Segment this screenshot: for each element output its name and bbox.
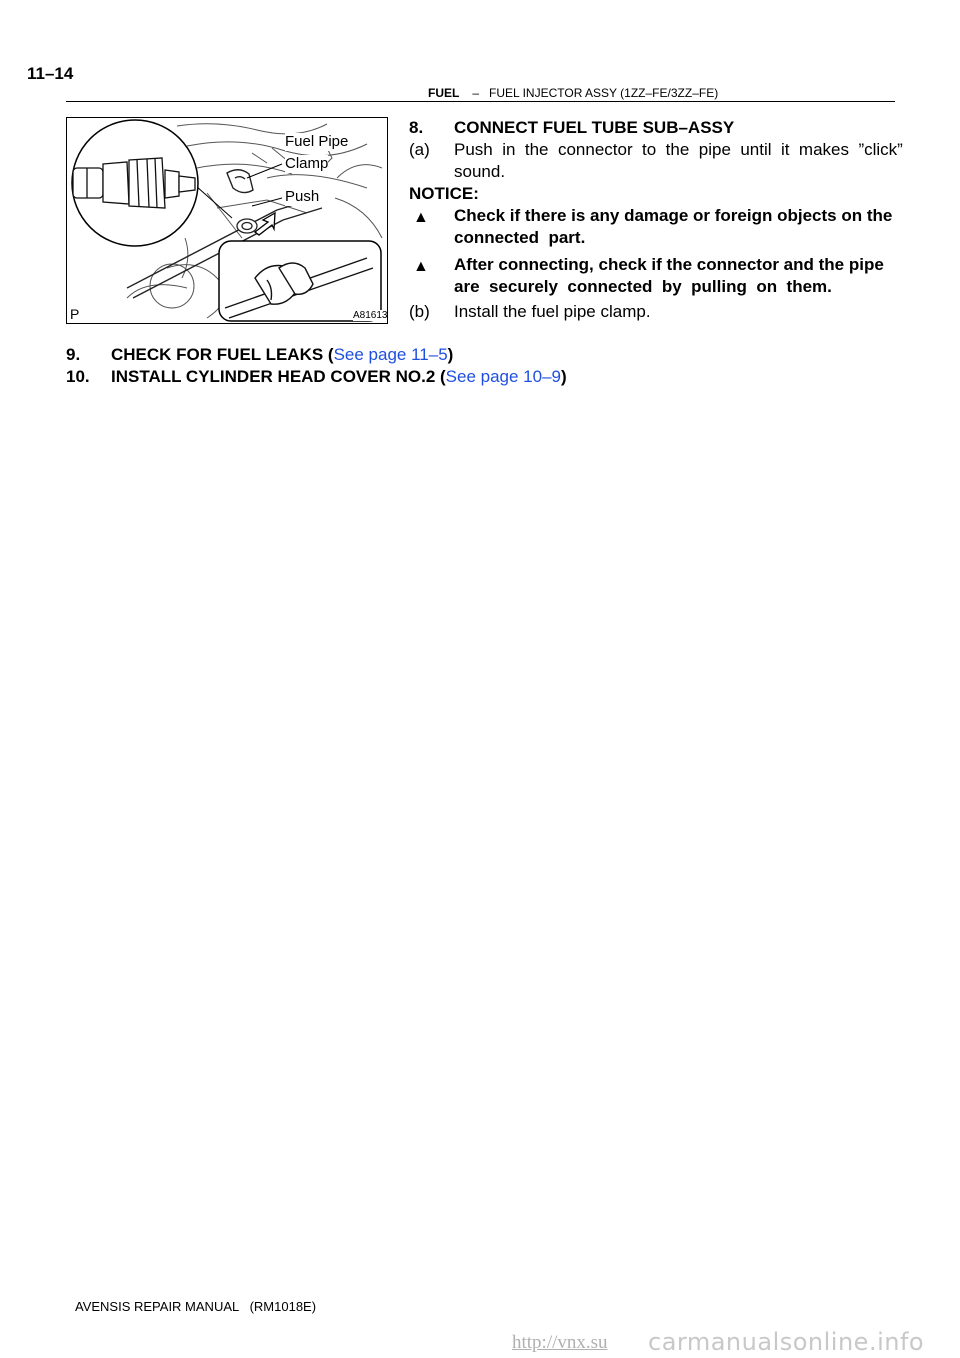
watermark-text: carmanualsonline.info bbox=[648, 1328, 925, 1356]
step-8-title: CONNECT FUEL TUBE SUB–ASSY bbox=[454, 118, 735, 137]
step-10-title: INSTALL CYLINDER HEAD COVER NO.2 ( bbox=[111, 367, 446, 386]
footer-url-link[interactable]: http://vnx.su bbox=[512, 1332, 608, 1353]
step-8b-text: Install the fuel pipe clamp. bbox=[454, 302, 651, 321]
notice-bullet-2-icon: ▲ bbox=[413, 258, 429, 275]
notice-label: NOTICE: bbox=[409, 184, 479, 203]
step-9-number: 9. bbox=[66, 345, 81, 364]
fuel-connector-illustration bbox=[66, 117, 388, 324]
header-separator: – bbox=[472, 86, 480, 100]
step-10-see-page-link[interactable]: See page 10–9 bbox=[445, 367, 562, 386]
step-9-line bbox=[111, 344, 453, 366]
header-title bbox=[428, 86, 718, 100]
step-9-close: ) bbox=[447, 345, 454, 364]
clamp-label: Clamp bbox=[285, 155, 329, 172]
footer-manual-title: AVENSIS REPAIR MANUAL (RM1018E) bbox=[75, 1299, 317, 1314]
notice-bullet-1-line2: connected part. bbox=[454, 228, 586, 247]
notice-bullet-1-line1: Check if there is any damage or foreign objects on the bbox=[454, 206, 893, 225]
header-rule bbox=[66, 101, 895, 102]
fuel-pipe-label: Fuel Pipe bbox=[285, 133, 349, 150]
header-subsection: FUEL INJECTOR ASSY (1ZZ–FE/3ZZ–FE) bbox=[489, 86, 719, 100]
step-8b-marker: (b) bbox=[409, 302, 430, 321]
step-10-line bbox=[111, 366, 567, 388]
step-8a-marker: (a) bbox=[409, 140, 430, 159]
step-8-number: 8. bbox=[409, 118, 424, 137]
step-8a-text-line2: sound. bbox=[454, 162, 506, 181]
step-9-see-page-link[interactable]: See page 11–5 bbox=[333, 345, 448, 364]
figure-corner-mark: P bbox=[70, 306, 80, 322]
figure-code: A81613 bbox=[353, 310, 388, 321]
page-number: 11–14 bbox=[27, 64, 74, 83]
step-10-close: ) bbox=[561, 367, 567, 386]
notice-bullet-2-line1: After connecting, check if the connector and the pipe bbox=[454, 255, 884, 274]
header-section: FUEL bbox=[428, 86, 460, 100]
step-9-title: CHECK FOR FUEL LEAKS ( bbox=[111, 345, 334, 364]
notice-bullet-2-line2: are securely connected by pulling on them. bbox=[454, 277, 832, 296]
step-10-number: 10. bbox=[66, 367, 90, 386]
push-label: Push bbox=[285, 188, 320, 205]
step-8a-text-line1: Push in the connector to the pipe until it makes ”click” bbox=[454, 140, 903, 159]
notice-bullet-1-icon: ▲ bbox=[413, 209, 429, 226]
